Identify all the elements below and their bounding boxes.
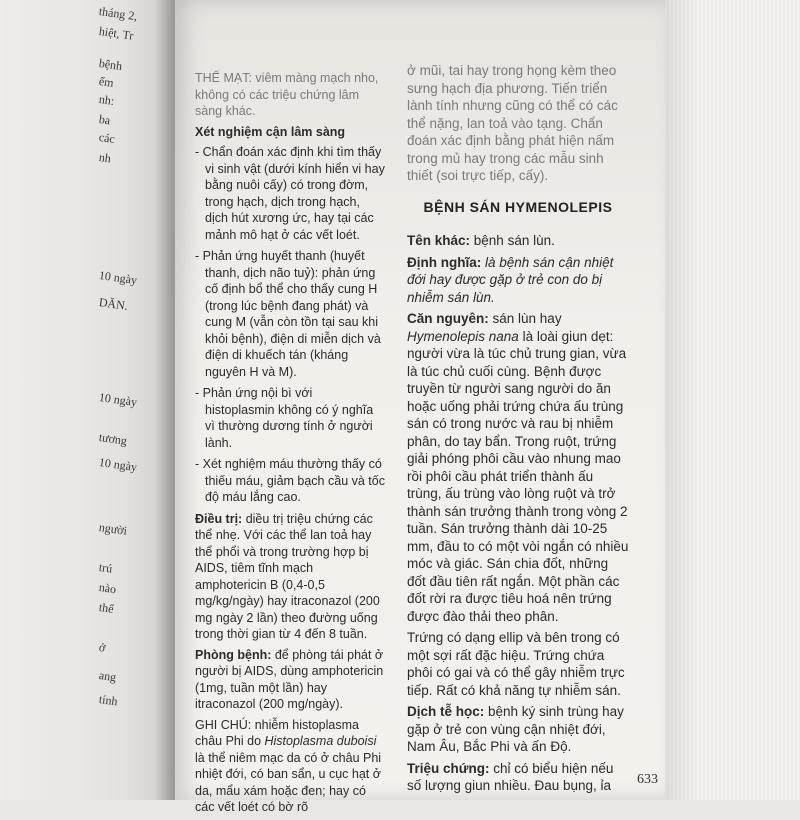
left-page-fragment: tính [98, 692, 119, 709]
definition-paragraph: Định nghĩa: là bệnh sán cận nhiệt đới hay được gặp ở trẻ con do bị nhiễm sán lùn. [407, 254, 614, 305]
left-page-fragment: nào [98, 580, 118, 597]
left-page-fragment: trú [98, 560, 114, 576]
lab-heading: Xét nghiệm cận lâm sàng [195, 124, 346, 139]
prevention-paragraph: Phòng bệnh: để phòng tái phát ở người bị AIDS, dùng amphotericin (1mg, tuần một lần) hay itraconazol (200 mg/ngày). [195, 647, 384, 711]
lab-item: - Chẩn đoán xác định khi tìm thấy vi sinh vật (dưới kính hiển vi hay bằng nuôi cấy) có trong đờm, trong hạch, dịch trong hạch, dịch hút xương ức, hay tại các mảnh mô hạt ở các vết loét. [195, 145, 385, 242]
left-page-fragment: DĂN. [98, 295, 129, 313]
symptom-paragraph: Triệu chứng: chỉ có biểu hiện nếu số lượng giun nhiều. Đau bụng, ỉa [407, 760, 614, 793]
page-number: 633 [637, 772, 658, 787]
lab-item: - Phản ứng huyết thanh (huyết thanh, dịch não tuỷ): phản ứng cố định bổ thể cho thấy cung H (trong lúc bệnh đang phát) và cung M (vẫn còn tồn tại sau khi khỏi bệnh), điện di miễn dịch và điện di khuếch tán (kháng nguyên H và M). [195, 249, 381, 379]
egg-paragraph: Trứng có dạng ellip và bên trong có một sợi rất đặc hiệu. Trứng chứa phôi có gai và có thể gây nhiễm trực tiếp. Rất có khả năng tự nhiễm sán. [407, 630, 625, 698]
lab-item: - Xét nghiệm máu thường thấy có thiếu máu, giảm bạch cầu và tốc độ máu lắng cao. [195, 457, 385, 504]
other-name-paragraph: Tên khác: bệnh sán lùn. [407, 233, 555, 248]
cause-paragraph: Căn nguyên: sán lùn hay Hymenolepis nana là loài giun dẹt: người vừa là túc chủ trung gian, vừa là túc chủ cuối cùng. Bệnh được truyền từ người sang người do ăn hoặc uống phải trứng chứa ấu trùng sán có trong nước và rau bị nhiễm phân, do tay bẩn. Trong ruột, trứng giải phóng phôi cầu vào nhung mao rồi phôi cầu phát triển thành ấu trùng, ấu trùng vào lòng ruột và trở thành sán trưởng thành trong vòng 2 tuần. Sán trưởng thành dài 10-25 mm, đầu to có một vòi ngắn có nhiều móc và giác. Sán chia đốt, những đốt đầu tiên rất ngắn. Một phần các đốt rời ra được tiêu hoá nên trứng được đào thải theo phân. [407, 311, 629, 624]
continuation-paragraph: ở mũi, tai hay trong họng kèm theo sưng hạch địa phương. Tiến triển lành tính nhưng cũng có thể có các thể nặng, lan toả vào tạng. Chẩn đoán xác định bằng phát hiện nấm trong mủ hay trong các mẫu sinh thiết (soi trực tiếp, cấy). [407, 63, 618, 183]
left-page-fragment: các [98, 130, 116, 147]
left-page-fragment: tương [98, 430, 128, 448]
left-page-fragment: 10 ngày [98, 268, 138, 288]
left-page-fragment: ang [98, 668, 118, 685]
treatment-paragraph: Điều trị: diều trị triệu chứng các thể nhẹ. Với các thể lan toả hay thể phổi và trong trường hợp bị AIDS, tiêm tĩnh mạch amphotericin B (0,4-0,5 mg/kg/ngày) hay itraconazol (200 mg ngày 2 lần) theo đường uống trong thời gian từ 4 đến 8 tuần. [195, 511, 380, 641]
right-column [407, 62, 629, 799]
page-edges [665, 0, 800, 800]
left-page-fragment: thể [98, 600, 115, 616]
section-title: BỆNH SÁN HYMENOLEPIS [423, 198, 613, 215]
left-page [0, 0, 175, 800]
left-page-fragment: nh [98, 150, 112, 166]
left-page-fragment: ba [98, 112, 112, 128]
left-page-fragment: bệnh [98, 56, 124, 74]
note-paragraph: GHI CHÚ: nhiễm histoplasma châu Phi do Histoplasma duboisi là thể niêm mạc da có ở châu Phi nhiệt đới, có ban sẩn, u cục hạt ở da, mẩu xám hoặc đen; hay có các vết loét có bờ rõ [195, 717, 382, 814]
left-page-fragment: nh: [98, 92, 116, 108]
left-page-fragment: ểm [98, 74, 115, 90]
intro-paragraph: THỂ MẠT: viêm màng mạch nho, không có các triệu chứng lâm sàng khác. [195, 71, 379, 118]
left-page-fragment: 10 ngày [98, 455, 138, 475]
lab-item: - Phản ứng nội bì với histoplasmin không có ý nghĩa vì thường dương tính ở người lành. [195, 386, 374, 450]
epidemiology-paragraph: Dịch tễ học: bệnh ký sinh trùng hay gặp ở trẻ con vùng cận nhiệt đới, Nam Âu, Bắc Phi và ấn Độ. [407, 704, 624, 754]
left-page-fragment: tháng 2, [98, 4, 139, 24]
left-page-fragment: ở [98, 640, 107, 655]
left-page-fragment: hiệt, Tr [98, 24, 135, 43]
left-page-fragment: người [98, 520, 128, 538]
left-page-fragment: 10 ngày [98, 390, 138, 410]
left-column [195, 70, 385, 820]
